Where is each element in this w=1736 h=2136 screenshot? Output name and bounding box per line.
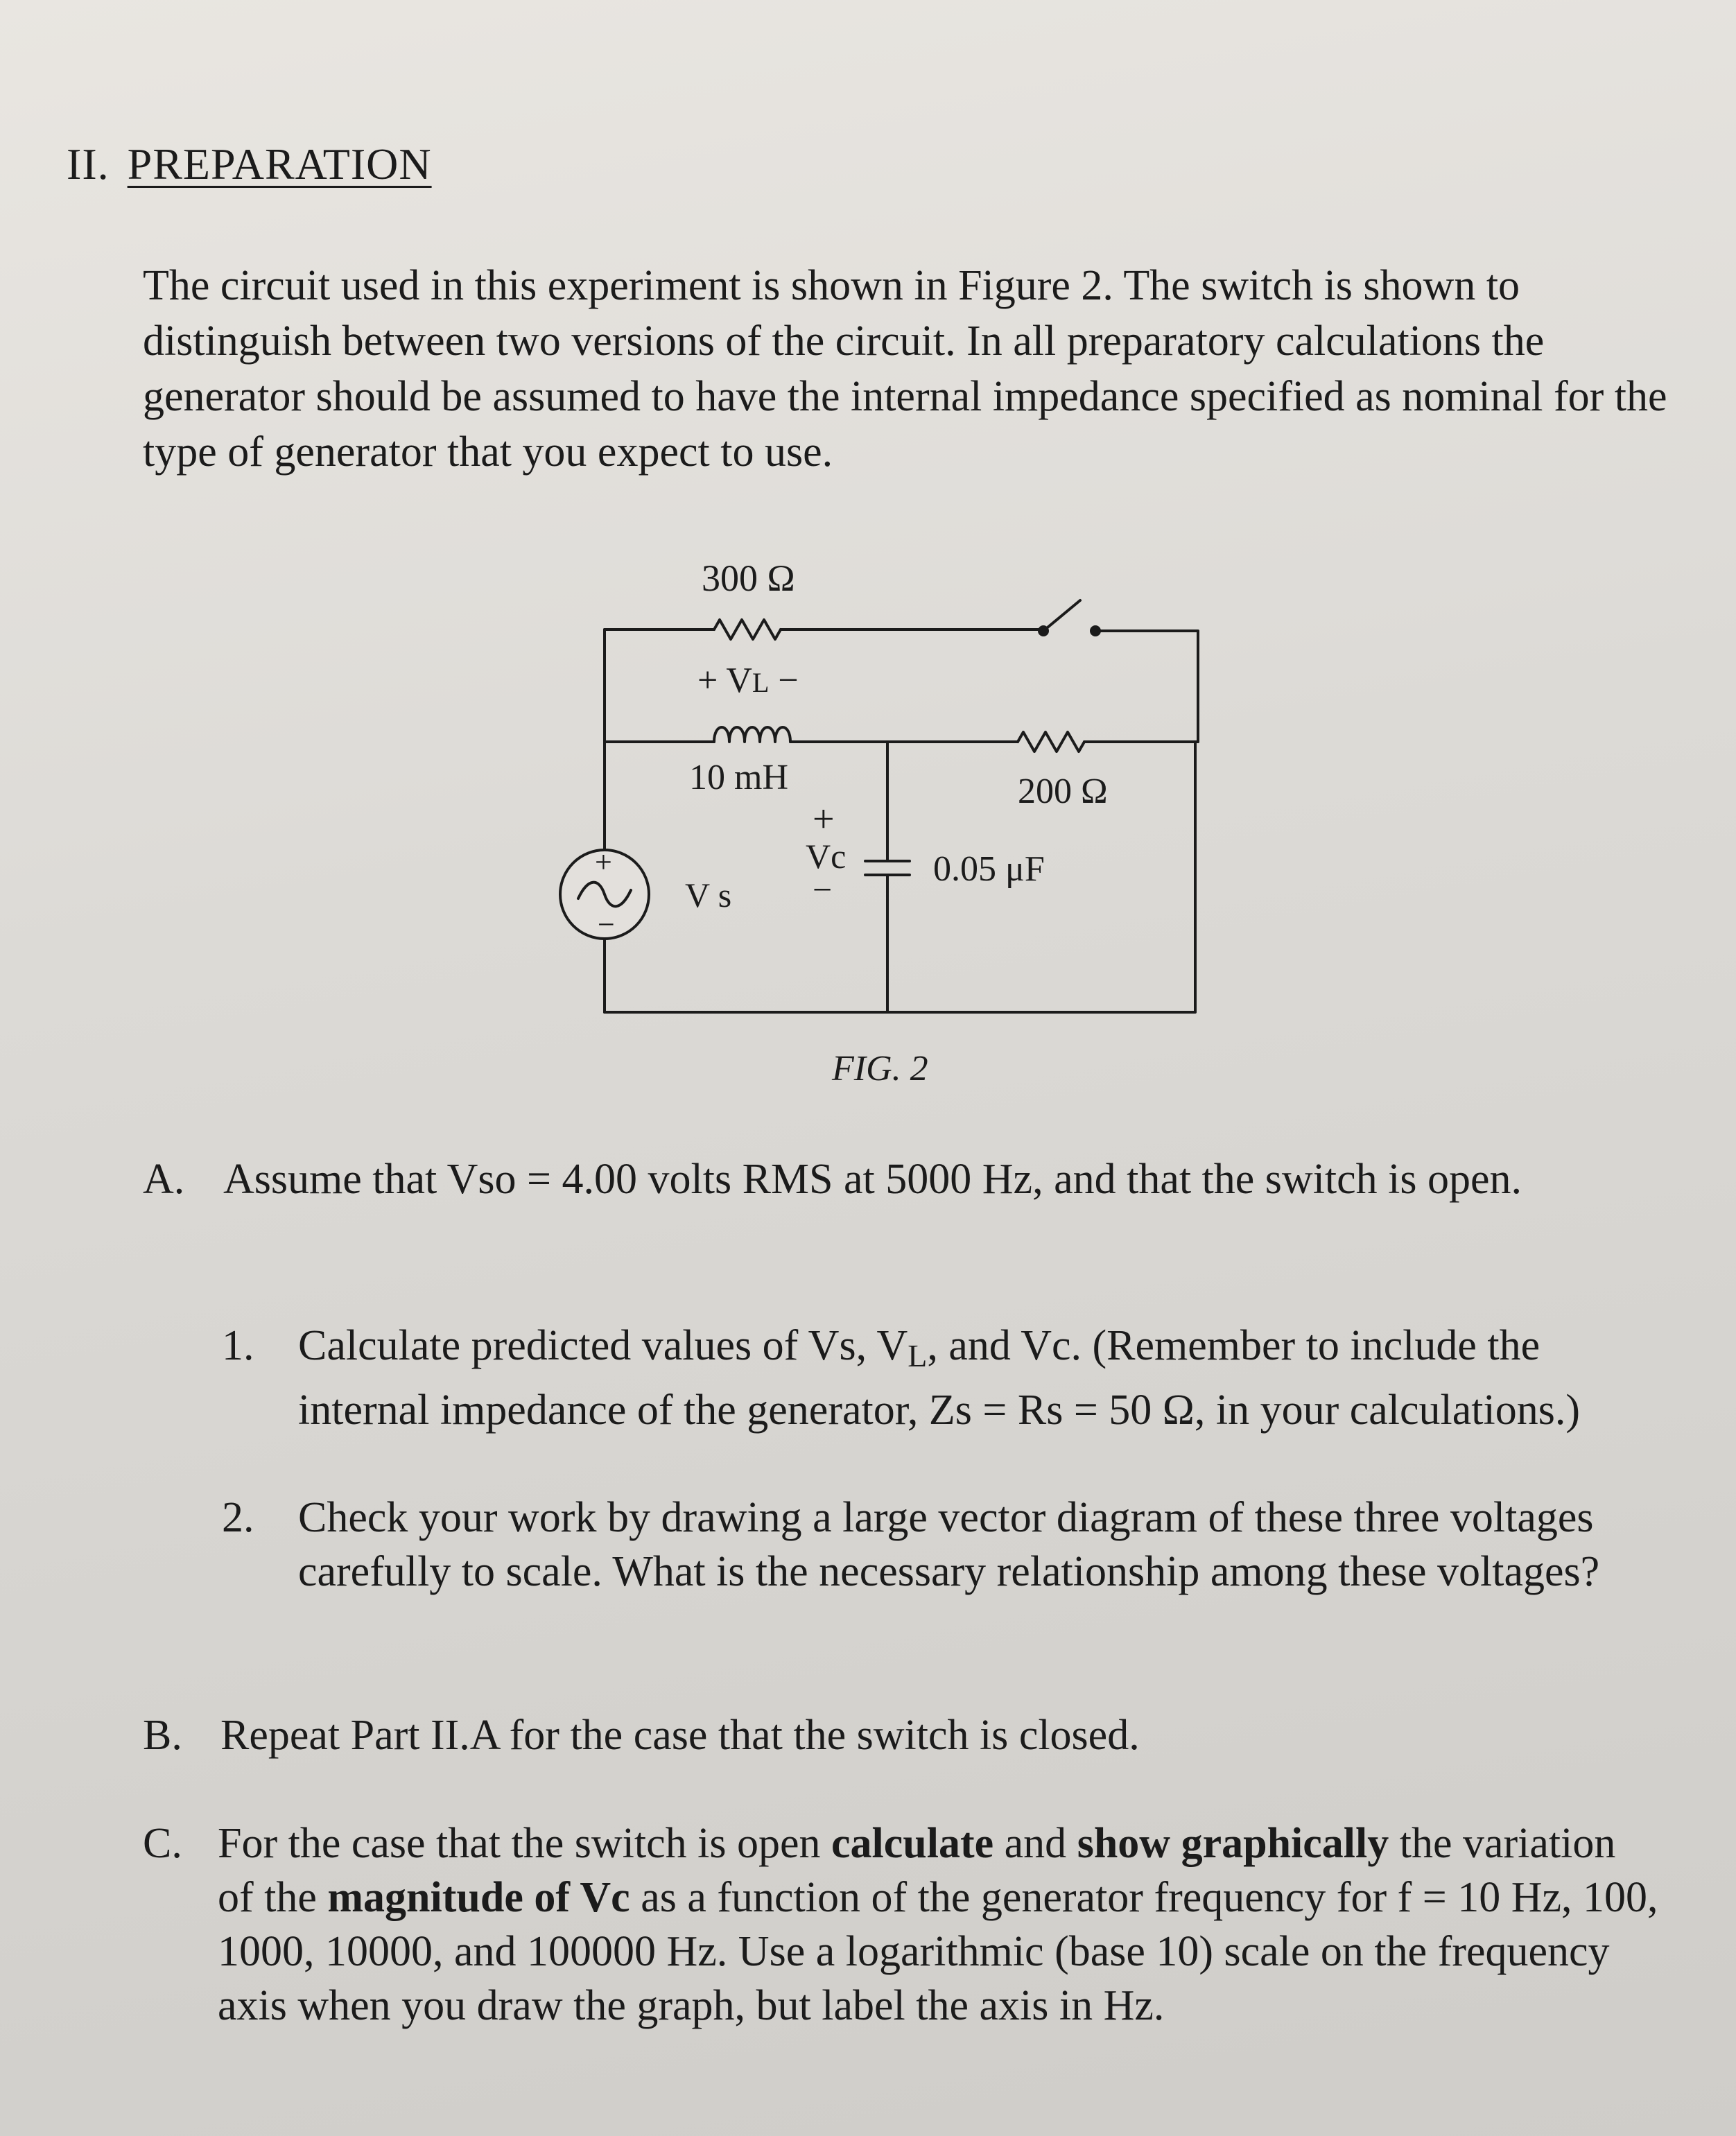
part-b <box>143 1708 1654 1764</box>
item-1-marker: 1. <box>222 1322 254 1369</box>
capacitor-label: 0.05 μF <box>933 849 1045 889</box>
vc-minus-label: − <box>813 870 833 909</box>
section-number: II. <box>67 139 110 189</box>
vs-label: V s <box>685 876 732 914</box>
part-c <box>143 1816 1668 2094</box>
resistor-300-label: 300 Ω <box>702 557 795 599</box>
intro-paragraph: The circuit used in this experiment is shown in Figure 2. The switch is shown to distinguish between two versions of the circuit. In all preparatory calculations the generator should be assumed to have the internal impedance specified as nominal for the type of generator that you expect to use. <box>143 262 1667 476</box>
vl-label: + VL − <box>697 661 799 700</box>
source-minus-label: − <box>598 908 615 941</box>
circuit-svg <box>541 541 1234 1054</box>
figure-caption: FIG. 2 <box>832 1049 928 1088</box>
part-a-item-1 <box>222 1319 1664 1485</box>
wire-top-right <box>1100 631 1198 742</box>
section-heading <box>67 139 432 190</box>
vc-plus-label: + <box>813 798 835 841</box>
item-2-text: Check your work by drawing a large vector diagram of these three voltages carefully to scale. What is the necessary relationship among these voltages? <box>298 1494 1600 1595</box>
part-a <box>143 1152 1654 1263</box>
item-1-text: Calculate predicted values of Vs, $V_L$, and Vc. (Remember to include the internal impedance of the generator, Zs = Rs = 50 Ω, in your calculations.) <box>298 1322 1580 1434</box>
section-title: PREPARATION <box>127 139 432 189</box>
part-a-item-2 <box>222 1491 1664 1657</box>
vc-label: Vc <box>806 837 847 876</box>
circuit-diagram <box>541 541 1234 1054</box>
part-a-text: Assume that Vso = 4.00 volts RMS at 5000 Hz, and that the switch is open. <box>223 1156 1522 1203</box>
switch-blade <box>1043 600 1080 631</box>
item-2-marker: 2. <box>222 1494 254 1541</box>
source-plus-label: + <box>595 845 612 879</box>
part-a-marker: A. <box>143 1156 185 1203</box>
part-b-text: Repeat Part II.A for the case that the switch is closed. <box>220 1712 1140 1759</box>
part-c-text: For the case that the switch is open calculate and show graphically the variation of the magnitude of Vc as a function of the generator frequency for f = 10 Hz, 100, 1000, 10000, and 100000 Hz. Use a logarithmic (base 10) scale on the frequency axis when you draw the graph, but label the axis in Hz. <box>218 1820 1658 2029</box>
resistor-300-symbol <box>714 620 781 639</box>
part-b-marker: B. <box>143 1712 182 1759</box>
resistor-200-symbol <box>1018 732 1084 752</box>
inductor-label: 10 mH <box>689 758 788 797</box>
part-c-marker: C. <box>143 1820 182 1867</box>
inductor-symbol <box>714 727 790 742</box>
resistor-200-label: 200 Ω <box>1018 772 1108 811</box>
